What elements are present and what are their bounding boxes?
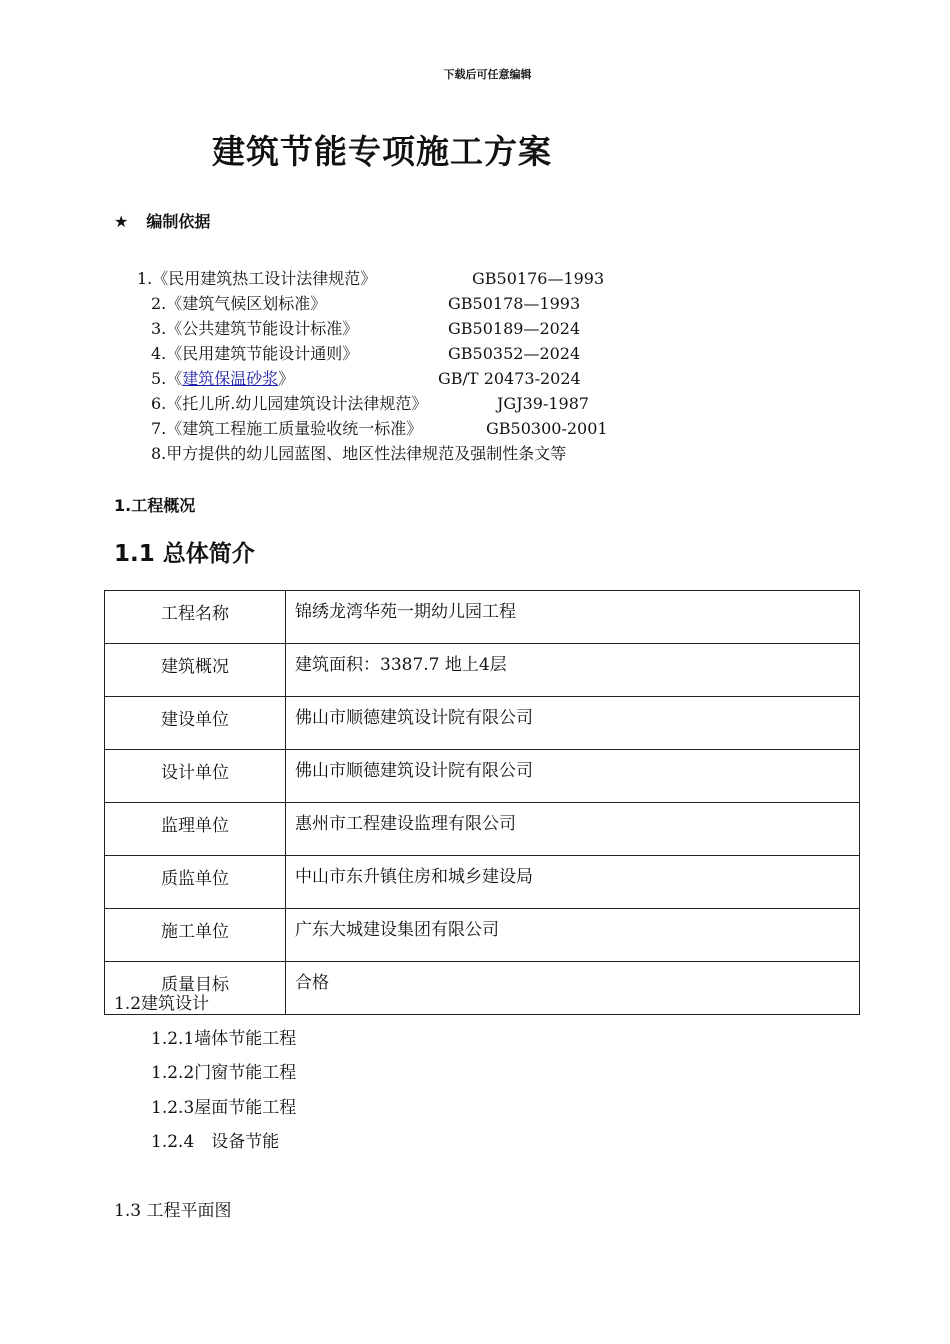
reference-name: 《民用建筑热工设计法律规范》 [152, 269, 377, 288]
table-value: 佛山市顺德建筑设计院有限公司 [286, 697, 860, 750]
reference-bracket: 》 [278, 369, 295, 388]
reference-item [151, 293, 751, 315]
table-label: 设计单位 [105, 750, 286, 803]
table-value: 锦绣龙湾华苑一期幼儿园工程 [286, 591, 860, 644]
reference-name: 甲方提供的幼儿园蓝图、地区性法律规范及强制性条文等 [166, 444, 567, 463]
reference-name: 《公共建筑节能设计标准》 [166, 319, 359, 338]
reference-item [151, 368, 751, 390]
section-heading: 1.工程概况 [114, 496, 196, 515]
table-row [105, 591, 860, 644]
reference-bracket: 《 [166, 369, 183, 388]
outline-item: 1.2.4 设备节能 [151, 1132, 280, 1152]
reference-code: GB50189—2024 [448, 319, 581, 338]
reference-item [151, 443, 751, 465]
page-header-note: 下载后可任意编辑 [443, 68, 532, 81]
reference-number: 1. [137, 269, 153, 288]
reference-code: GB50176—1993 [472, 269, 605, 288]
reference-item [151, 418, 751, 440]
reference-code: GB50352—2024 [448, 344, 581, 363]
table-label: 建筑概况 [105, 644, 286, 697]
table-label: 施工单位 [105, 909, 286, 962]
table-value: 合格 [286, 962, 860, 1015]
star-icon: ★ [114, 212, 129, 231]
reference-number: 7. [151, 419, 167, 438]
table-value: 广东大城建设集团有限公司 [286, 909, 860, 962]
table-row [105, 803, 860, 856]
table-label: 建设单位 [105, 697, 286, 750]
reference-name: 《建筑工程施工质量验收统一标准》 [166, 419, 423, 438]
reference-item [137, 268, 737, 290]
reference-code: GB50300-2001 [486, 419, 608, 438]
table-value: 佛山市顺德建筑设计院有限公司 [286, 750, 860, 803]
reference-name: 《托儿所.幼儿园建筑设计法律规范》 [166, 394, 428, 413]
table-value: 惠州市工程建设监理有限公司 [286, 803, 860, 856]
table-row [105, 697, 860, 750]
table-value: 中山市东升镇住房和城乡建设局 [286, 856, 860, 909]
reference-item [151, 318, 751, 340]
reference-number: 8. [151, 444, 167, 463]
basis-heading [114, 209, 210, 232]
reference-code: GB/T 20473-2024 [438, 369, 581, 388]
reference-number: 3. [151, 319, 167, 338]
outline-item: 1.2.3屋面节能工程 [151, 1098, 297, 1118]
subsection-heading: 1.1 总体简介 [114, 541, 255, 567]
reference-item [151, 393, 751, 415]
table-row [105, 856, 860, 909]
project-info-table [104, 590, 860, 1015]
outline-item: 1.2.1墙体节能工程 [151, 1029, 297, 1049]
table-row [105, 909, 860, 962]
reference-link[interactable]: 建筑保温砂浆 [182, 369, 279, 388]
table-value: 建筑面积：3387.7 地上4层 [286, 644, 860, 697]
reference-code: GB50178—1993 [448, 294, 581, 313]
table-label: 工程名称 [105, 591, 286, 644]
outline-item: 1.2.2门窗节能工程 [151, 1063, 297, 1083]
table-row [105, 644, 860, 697]
reference-name: 《民用建筑节能设计通则》 [166, 344, 359, 363]
table-label: 监理单位 [105, 803, 286, 856]
reference-number: 4. [151, 344, 167, 363]
table-label: 质监单位 [105, 856, 286, 909]
outline-heading: 1.3 工程平面图 [114, 1201, 232, 1221]
reference-number: 6. [151, 394, 167, 413]
reference-number: 5. [151, 369, 167, 388]
table-row [105, 750, 860, 803]
reference-number: 2. [151, 294, 167, 313]
reference-item [151, 343, 751, 365]
reference-code: JGJ39-1987 [497, 394, 590, 413]
table-row [105, 962, 860, 1015]
outline-heading: 1.2建筑设计 [114, 994, 210, 1014]
basis-heading-text: 编制依据 [146, 212, 211, 231]
table-label: 质量目标 [105, 962, 286, 1015]
document-title: 建筑节能专项施工方案 [212, 132, 552, 171]
reference-name: 《建筑气候区划标准》 [166, 294, 327, 313]
